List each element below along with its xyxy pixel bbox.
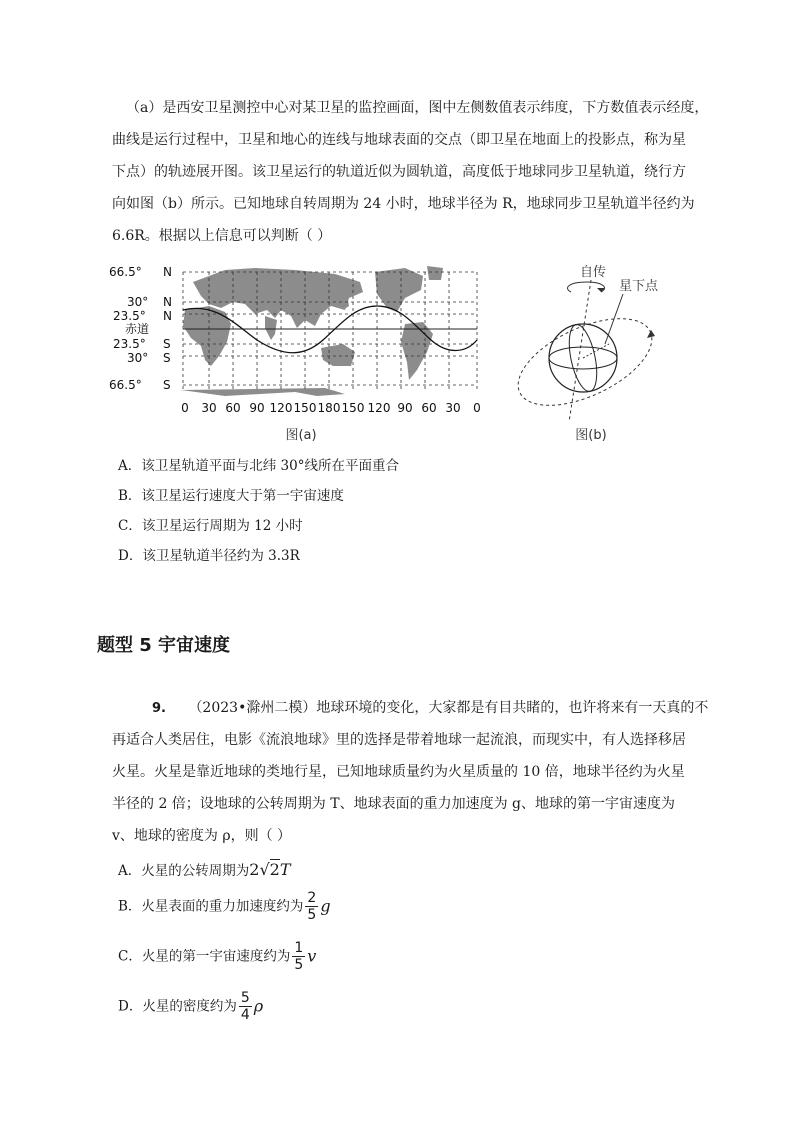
option-text: A．火星的公转周期为 bbox=[118, 863, 250, 879]
lon-label: 60 bbox=[225, 401, 241, 415]
lon-label: 90 bbox=[249, 401, 265, 415]
option-text: B．火星表面的重力加速度约为 bbox=[118, 898, 304, 915]
option-var: v bbox=[307, 946, 317, 966]
lon-label: 180 bbox=[317, 401, 341, 415]
stem-line: 曲线是运行过程中，卫星和地心的连线与地球表面的交点（即卫星在地面上的投影点，称为星 bbox=[112, 132, 686, 148]
india bbox=[265, 316, 277, 340]
lon-label: 0 bbox=[181, 401, 189, 415]
option-d[interactable]: D．该卫星轨道半径约为 3.3R bbox=[118, 548, 300, 564]
lat-label-equator: 赤道 bbox=[125, 322, 150, 336]
antarctica bbox=[181, 388, 345, 396]
lat-hemi: S bbox=[163, 351, 171, 365]
stem-text: （2023•滁州二模）地球环境的变化，大家都是有目共睹的，也许将来有一天真的不 bbox=[188, 700, 709, 716]
lon-label: 30 bbox=[445, 401, 461, 415]
fraction: $\frac{2}{5}$ bbox=[307, 890, 317, 923]
lon-label: 150 bbox=[341, 401, 365, 415]
subpoint-label: 星下点 bbox=[619, 279, 659, 294]
rotation-arrow bbox=[568, 282, 605, 292]
stem-line: 6.6R。根据以上信息可以判断（ ） bbox=[112, 228, 332, 244]
stem-line: v、地球的密度为 ρ，则（ ） bbox=[112, 828, 292, 844]
figure-a-ground-track-map bbox=[105, 262, 505, 447]
lon-label: 150 bbox=[293, 401, 317, 415]
option-c[interactable]: C．该卫星运行周期为 12 小时 bbox=[118, 518, 303, 534]
continents bbox=[181, 266, 443, 396]
option-text: D．火星的密度约为 bbox=[118, 998, 237, 1015]
lat-hemi: S bbox=[163, 337, 171, 351]
lat-label: 30° bbox=[127, 295, 149, 309]
lat-label: 23.5° bbox=[113, 337, 146, 351]
africa bbox=[183, 306, 231, 366]
fraction: $\frac{5}{4}$ bbox=[240, 990, 250, 1023]
option-d[interactable] bbox=[118, 990, 263, 1023]
stem-line: 再适合人类居住，电影《流浪地球》里的选择是带着地球一起流浪，而现实中，有人选择移居 bbox=[112, 732, 686, 748]
problem9-stem bbox=[112, 692, 716, 852]
figure-a-caption: 图(a) bbox=[285, 428, 317, 443]
lon-label: 60 bbox=[421, 401, 437, 415]
lat-label: 30° bbox=[127, 351, 149, 365]
australia bbox=[321, 344, 355, 366]
problem8-stem bbox=[112, 92, 716, 252]
option-var: ρ bbox=[253, 996, 264, 1016]
lon-label: 120 bbox=[269, 401, 293, 415]
stem-line: 半径的 2 倍；设地球的公转周期为 T、地球表面的重力加速度为 g、地球的第一宇宙速度为 bbox=[112, 796, 676, 812]
lat-label: 66.5° bbox=[109, 378, 142, 392]
option-b[interactable]: B．该卫星运行速度大于第一宇宙速度 bbox=[118, 488, 344, 504]
option-b[interactable] bbox=[118, 890, 331, 923]
stem-line: 下点）的轨迹展开图。该卫星运行的轨道近似为圆轨道，高度低于地球同步卫星轨道，绕行方 bbox=[112, 164, 686, 180]
lon-label: 90 bbox=[397, 401, 413, 415]
figure-b-orbit-diagram bbox=[505, 262, 675, 447]
stem-line: 火星。火星是靠近地球的类地行星，已知地球质量约为火星质量的 10 倍，地球半径约为火星 bbox=[112, 764, 685, 780]
option-c[interactable] bbox=[118, 940, 316, 973]
rotation-axis bbox=[569, 280, 591, 422]
lat-hemi: S bbox=[163, 378, 171, 392]
option-math: 2√2T bbox=[249, 860, 291, 879]
option-a[interactable]: A．该卫星轨道平面与北纬 30°线所在平面重合 bbox=[118, 458, 399, 474]
lon-label: 120 bbox=[367, 401, 391, 415]
lat-label: 23.5° bbox=[113, 309, 146, 323]
option-a[interactable] bbox=[118, 858, 291, 883]
greenland bbox=[427, 266, 443, 280]
lat-hemi: N bbox=[163, 265, 172, 279]
section-heading: 题型 5 宇宙速度 bbox=[97, 635, 231, 656]
lat-hemi: N bbox=[163, 309, 172, 323]
fraction: $\frac{1}{5}$ bbox=[294, 940, 304, 973]
lon-label: 30 bbox=[201, 401, 217, 415]
orbit-ellipse bbox=[505, 301, 664, 423]
problem-number: 9. bbox=[152, 701, 166, 716]
north-america bbox=[375, 268, 423, 312]
south-america bbox=[401, 322, 433, 380]
option-text: C．火星的第一宇宙速度约为 bbox=[118, 948, 291, 965]
stem-line: 向如图（b）所示。已知地球自转周期为 24 小时，地球半径为 R，地球同步卫星轨道半径约为 bbox=[112, 196, 695, 212]
lon-label: 0 bbox=[473, 401, 481, 415]
figure-b-caption: 图(b) bbox=[575, 428, 607, 443]
option-var: g bbox=[320, 896, 331, 916]
stem-line: （a）是西安卫星测控中心对某卫星的监控画面，图中左侧数值表示纬度，下方数值表示经度， bbox=[126, 100, 709, 116]
stem-line-first bbox=[112, 692, 716, 724]
lat-label: 66.5° bbox=[109, 265, 142, 279]
rotation-label: 自传 bbox=[580, 265, 607, 280]
lat-hemi: N bbox=[163, 295, 172, 309]
